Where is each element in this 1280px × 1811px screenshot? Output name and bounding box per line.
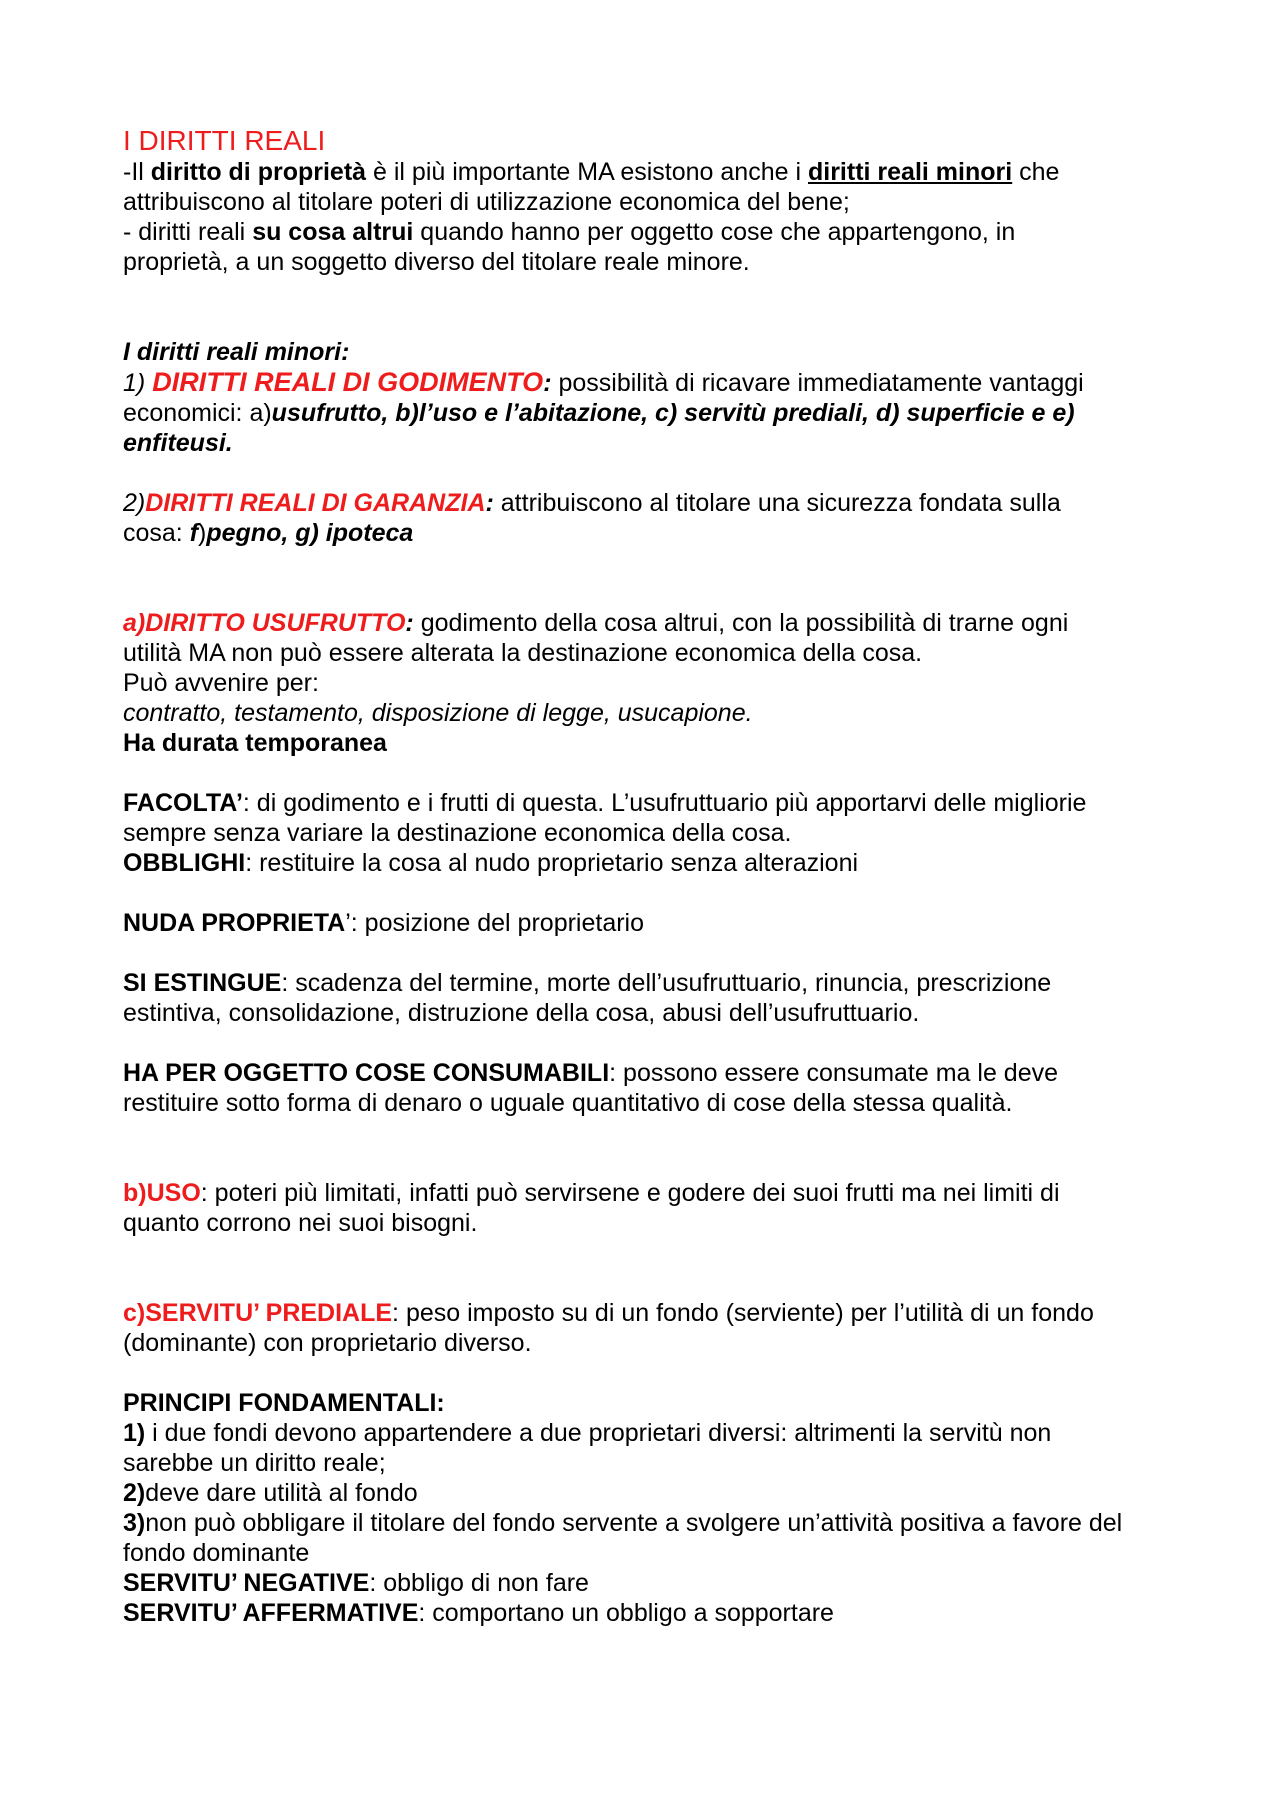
obblighi-line: OBBLIGHI: restituire la cosa al nudo proprietario senza alterazioni bbox=[123, 849, 859, 877]
intro-line-4: proprietà, a un soggetto diverso del titolare reale minore. bbox=[123, 248, 750, 276]
facolta-line-2: sempre senza variare la destinazione economica della cosa. bbox=[123, 819, 792, 847]
usufrutto-line-5: Ha durata temporanea bbox=[123, 729, 387, 757]
servitu-line-2: (dominante) con proprietario diverso. bbox=[123, 1329, 532, 1357]
intro-line-2: attribuiscono al titolare poteri di utilizzazione economica del bene; bbox=[123, 188, 850, 216]
intro-line-1: -Il diritto di proprietà è il più importante MA esistono anche i diritti reali minori che bbox=[123, 158, 1060, 186]
uso-line-2: quanto corrono nei suoi bisogni. bbox=[123, 1209, 478, 1237]
garanzia-line-2: cosa: f)pegno, g) ipoteca bbox=[123, 519, 414, 547]
usufrutto-line-1: a)DIRITTO USUFRUTTO: godimento della cosa altrui, con la possibilità di trarne ogni bbox=[123, 609, 1069, 637]
usufrutto-line-4: contratto, testamento, disposizione di legge, usucapione. bbox=[123, 699, 753, 727]
principio-3-line-2: fondo dominante bbox=[123, 1539, 310, 1567]
estingue-line-1: SI ESTINGUE: scadenza del termine, morte dell’usufruttuario, rinuncia, prescrizione bbox=[123, 969, 1052, 997]
principio-1-line-1: 1) i due fondi devono appartendere a due proprietari diversi: altrimenti la servitù non bbox=[123, 1419, 1052, 1447]
principio-1-line-2: sarebbe un diritto reale; bbox=[123, 1449, 386, 1477]
garanzia-line-1: 2)DIRITTI REALI DI GARANZIA: attribuiscono al titolare una sicurezza fondata sulla bbox=[123, 489, 1061, 517]
principio-3-line-1: 3)non può obbligare il titolare del fondo servente a svolgere un’attività positiva a favore del bbox=[123, 1509, 1123, 1537]
usufrutto-line-2: utilità MA non può essere alterata la destinazione economica della cosa. bbox=[123, 639, 923, 667]
consumabili-line-2: restituire sotto forma di denaro o uguale quantitativo di cose della stessa qualità. bbox=[123, 1089, 1013, 1117]
servitu-affermative-line: SERVITU’ AFFERMATIVE: comportano un obbligo a sopportare bbox=[123, 1599, 834, 1627]
servitu-negative-line: SERVITU’ NEGATIVE: obbligo di non fare bbox=[123, 1569, 589, 1597]
facolta-line-1: FACOLTA’: di godimento e i frutti di questa. L’usufruttuario più apportarvi delle migliorie bbox=[123, 789, 1087, 817]
godimento-line-3: enfiteusi. bbox=[123, 429, 233, 457]
principi-heading: PRINCIPI FONDAMENTALI: bbox=[123, 1389, 445, 1417]
nuda-proprieta-line: NUDA PROPRIETA’: posizione del proprietario bbox=[123, 909, 645, 937]
principio-2-line: 2)deve dare utilità al fondo bbox=[123, 1479, 418, 1507]
document-page bbox=[123, 125, 1183, 1628]
uso-line-1: b)USO: poteri più limitati, infatti può servirsene e godere dei suoi frutti ma nei limiti di bbox=[123, 1179, 1060, 1207]
page-title: I DIRITTI REALI bbox=[123, 125, 326, 156]
consumabili-line-1: HA PER OGGETTO COSE CONSUMABILI: possono essere consumate ma le deve bbox=[123, 1059, 1059, 1087]
godimento-line-1: 1) DIRITTI REALI DI GODIMENTO: possibilità di ricavare immediatamente vantaggi bbox=[123, 367, 1084, 397]
intro-line-3: - diritti reali su cosa altrui quando hanno per oggetto cose che appartengono, in bbox=[123, 218, 1016, 246]
minori-heading: I diritti reali minori: bbox=[123, 338, 350, 366]
servitu-line-1: c)SERVITU’ PREDIALE: peso imposto su di un fondo (serviente) per l’utilità di un fondo bbox=[123, 1299, 1094, 1327]
usufrutto-line-3: Può avvenire per: bbox=[123, 669, 319, 697]
estingue-line-2: estintiva, consolidazione, distruzione della cosa, abusi dell’usufruttuario. bbox=[123, 999, 920, 1027]
godimento-line-2: economici: a)usufrutto, b)l’uso e l’abitazione, c) servitù prediali, d) superficie e e) bbox=[123, 399, 1075, 427]
